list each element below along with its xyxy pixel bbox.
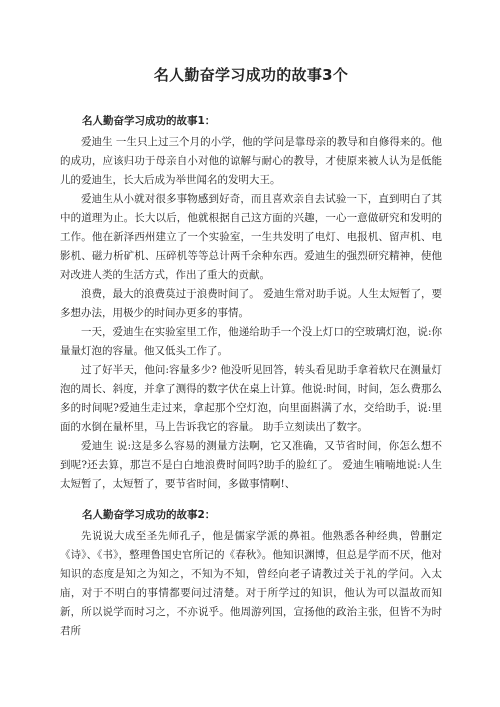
paragraph: 过了好半天，他问:容量多少? 他没听见回答，转头看见助手拿着软尺在测量灯泡的周长、斜度，并拿了测得的数字伏在桌上计算。他说:时间，时间，怎么费那么多的时间呢?爱迪生走过来，拿起那个空灯泡，向里面斟满了水，交给助手，说:里面的水倒在量杯里，马上告诉我它的容量。 助手立刻读出了数字。 — [60, 364, 442, 433]
story-section-1 — [60, 113, 442, 494]
story-section-2 — [60, 507, 442, 641]
paragraph: 先说说大成至圣先师孔子，他是儒家学派的鼻祖。他熟悉各种经典，曾删定《诗》、《书》，整理鲁国史官所记的《春秋》。他知识渊博，但总是学而不厌，他对知识的态度是知之为知之，不知为不知，曾经向老子请教过关于礼的学问。入太庙，对于不明白的事情都要问过清楚。对于所学过的知识，他认为可以温故而知新，所以说学而时习之，不亦说乎。他周游列国，宣扬他的政治主张，但皆不为时君所 — [60, 530, 442, 637]
section-spacer — [60, 494, 442, 507]
paragraph: 一天，爱迪生在实验室里工作，他递给助手一个没上灯口的空玻璃灯泡，说:你量量灯泡的容量。他又低头工作了。 — [60, 326, 442, 357]
section-heading: 名人勤奋学习成功的故事2： — [82, 509, 216, 521]
paragraph: 爱迪生 一生只上过三个月的小学，他的学问是靠母亲的教导和自修得来的。他的成功，应该归功于母亲自小对他的谅解与耐心的教导，才使原来被人认为是低能儿的爱迪生，长大后成为举世闻名的发明大王。 — [60, 136, 442, 186]
page-title: 名人勤奋学习成功的故事3个 — [153, 66, 349, 84]
paragraph: 爱迪生从小就对很多事物感到好奇，而且喜欢亲自去试验一下，直到明白了其中的道理为止。长大以后，他就根据自己这方面的兴趣，一心一意做研究和发明的工作。他在新泽西州建立了一个实验室，一生共发明了电灯、电报机、留声机、电影机、磁力析矿机、压碎机等等总计两千余种东西。爱迪生的强烈研究精神，使他对改进人类的生活方式，作出了重大的贡献。 — [60, 193, 442, 281]
paragraph: 浪费，最大的浪费莫过于浪费时间了。 爱迪生常对助手说。人生太短暂了，要多想办法，用极少的时间办更多的事情。 — [60, 288, 442, 319]
section-heading: 名人勤奋学习成功的故事1： — [82, 115, 216, 127]
paragraph: 爱迪生 说:这是多么容易的测量方法啊，它又准确，又节省时间，你怎么想不到呢?还去算，那岂不是白白地浪费时间吗?助手的脸红了。 爱迪生喃喃地说:人生太短暂了，太短暂了，要节省时间，多做事情啊!、 — [60, 440, 442, 490]
